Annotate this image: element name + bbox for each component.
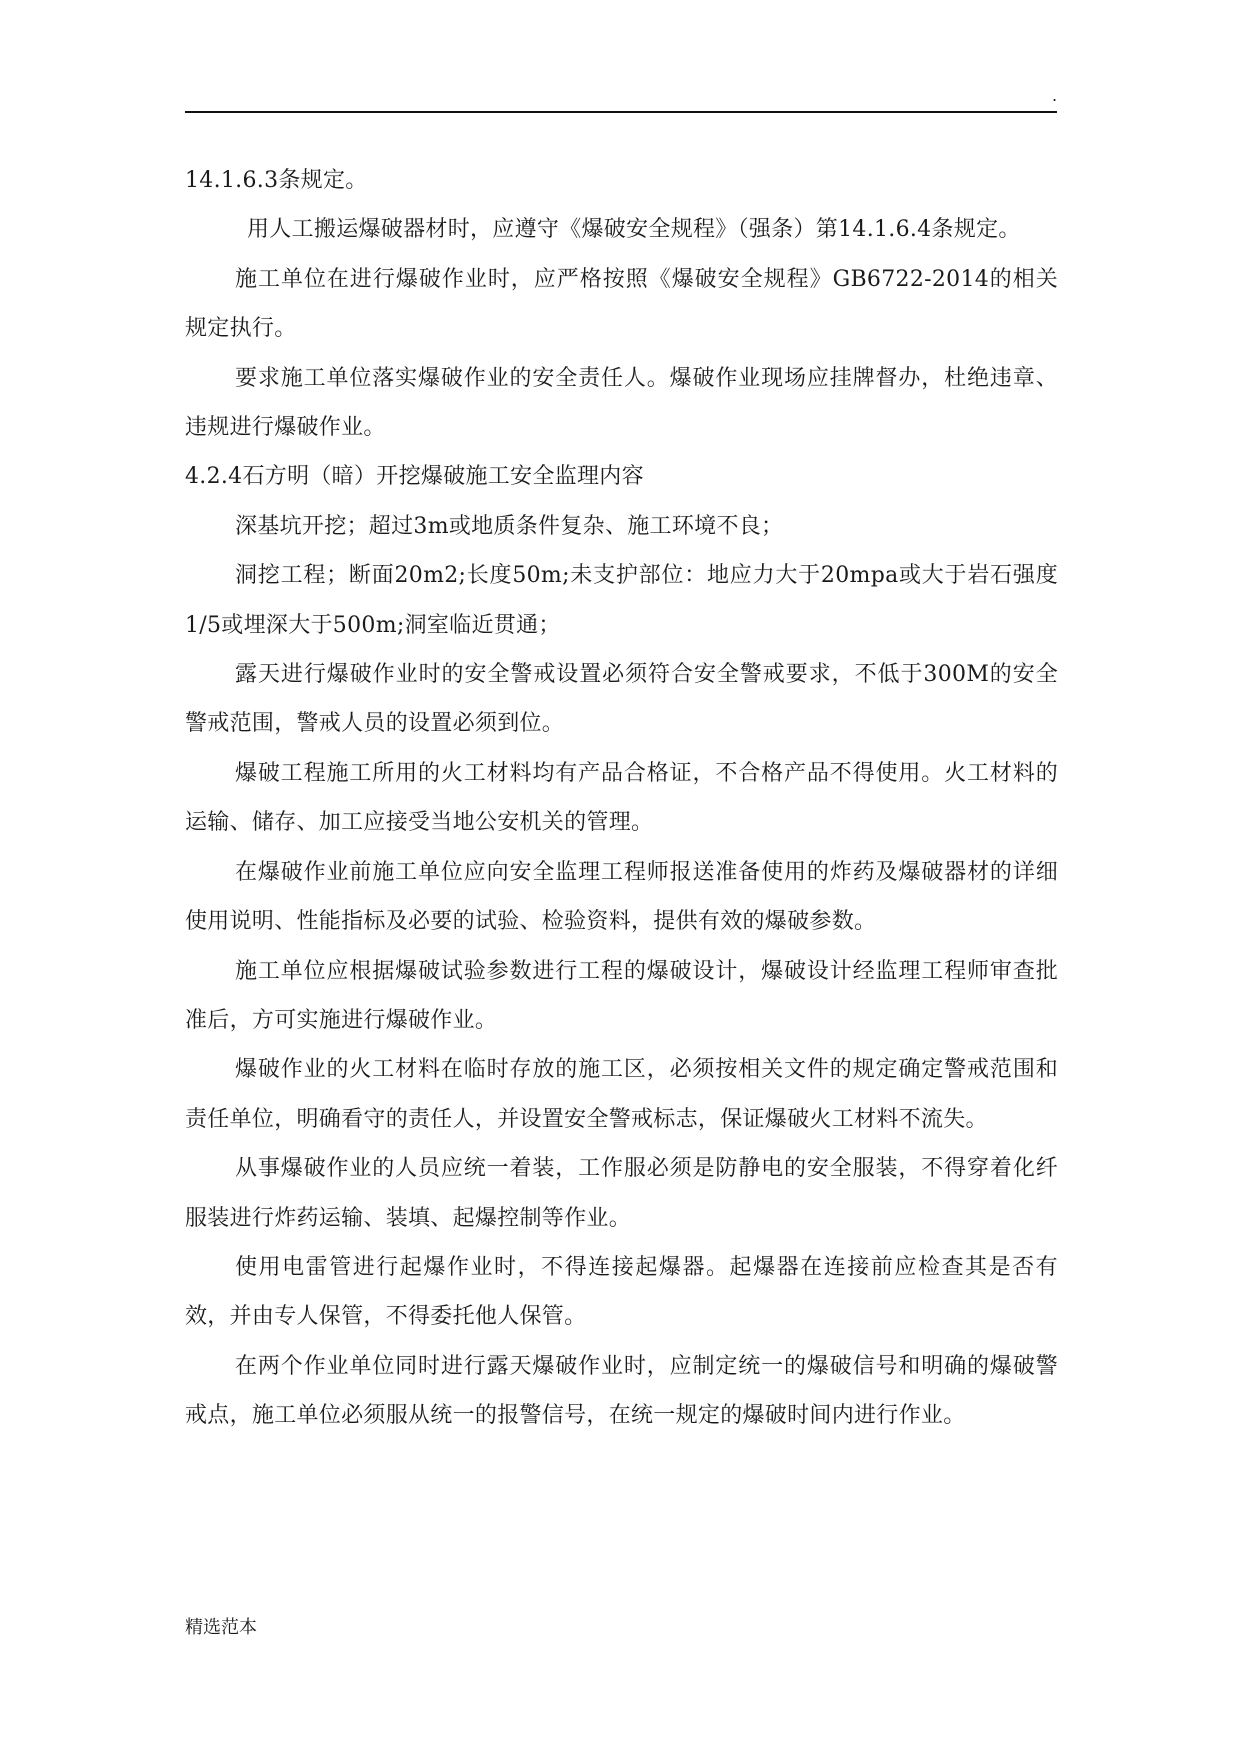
document-body	[185, 156, 1058, 1441]
paragraph: 爆破作业的火工材料在临时存放的施工区，必须按相关文件的规定确定警戒范围和责任单位，明确看守的责任人，并设置安全警戒标志，保证爆破火工材料不流失。	[185, 1057, 1058, 1132]
paragraph: 使用电雷管进行起爆作业时，不得连接起爆器。起爆器在连接前应检查其是否有效，并由专人保管，不得委托他人保管。	[185, 1254, 1058, 1330]
paragraph: 在爆破作业前施工单位应向安全监理工程师报送准备使用的炸药及爆破器材的详细使用说明、性能指标及必要的试验、检验资料，提供有效的爆破参数。	[185, 859, 1058, 935]
paragraph: 洞挖工程；断面20m2;长度50m;未支护部位：地应力大于20mpa或大于岩石强度1/5或埋深大于500m;洞室临近贯通；	[185, 563, 1058, 638]
paragraph: 施工单位在进行爆破作业时，应严格按照《爆破安全规程》GB6722-2014的相关规定执行。	[185, 266, 1058, 342]
paragraph: 14.1.6.3条规定。	[185, 168, 368, 193]
section-heading: 4.2.4石方明（暗）开挖爆破施工安全监理内容	[185, 464, 644, 490]
page-footer: 精选范本	[185, 1617, 257, 1638]
header-mark: .	[1052, 86, 1058, 105]
paragraph: 深基坑开挖；超过3m或地质条件复杂、施工环境不良；	[235, 513, 784, 539]
paragraph: 施工单位应根据爆破试验参数进行工程的爆破设计，爆破设计经监理工程师审查批准后，方可实施进行爆破作业。	[185, 958, 1058, 1033]
paragraph: 露天进行爆破作业时的安全警戒设置必须符合安全警戒要求，不低于300M的安全警戒范围，警戒人员的设置必须到位。	[185, 662, 1058, 737]
paragraph: 从事爆破作业的人员应统一着装，工作服必须是防静电的安全服装，不得穿着化纤服装进行炸药运输、装填、起爆控制等作业。	[185, 1156, 1058, 1231]
paragraph: 要求施工单位落实爆破作业的安全责任人。爆破作业现场应挂牌督办，杜绝违章、违规进行爆破作业。	[185, 365, 1058, 441]
header-rule	[185, 111, 1057, 113]
paragraph: 在两个作业单位同时进行露天爆破作业时，应制定统一的爆破信号和明确的爆破警戒点，施工单位必须服从统一的报警信号，在统一规定的爆破时间内进行作业。	[185, 1353, 1058, 1429]
paragraph: 用人工搬运爆破器材时，应遵守《爆破安全规程》（强条）第14.1.6.4条规定。	[247, 217, 1021, 243]
paragraph: 爆破工程施工所用的火工材料均有产品合格证，不合格产品不得使用。火工材料的运输、储存、加工应接受当地公安机关的管理。	[185, 760, 1058, 836]
